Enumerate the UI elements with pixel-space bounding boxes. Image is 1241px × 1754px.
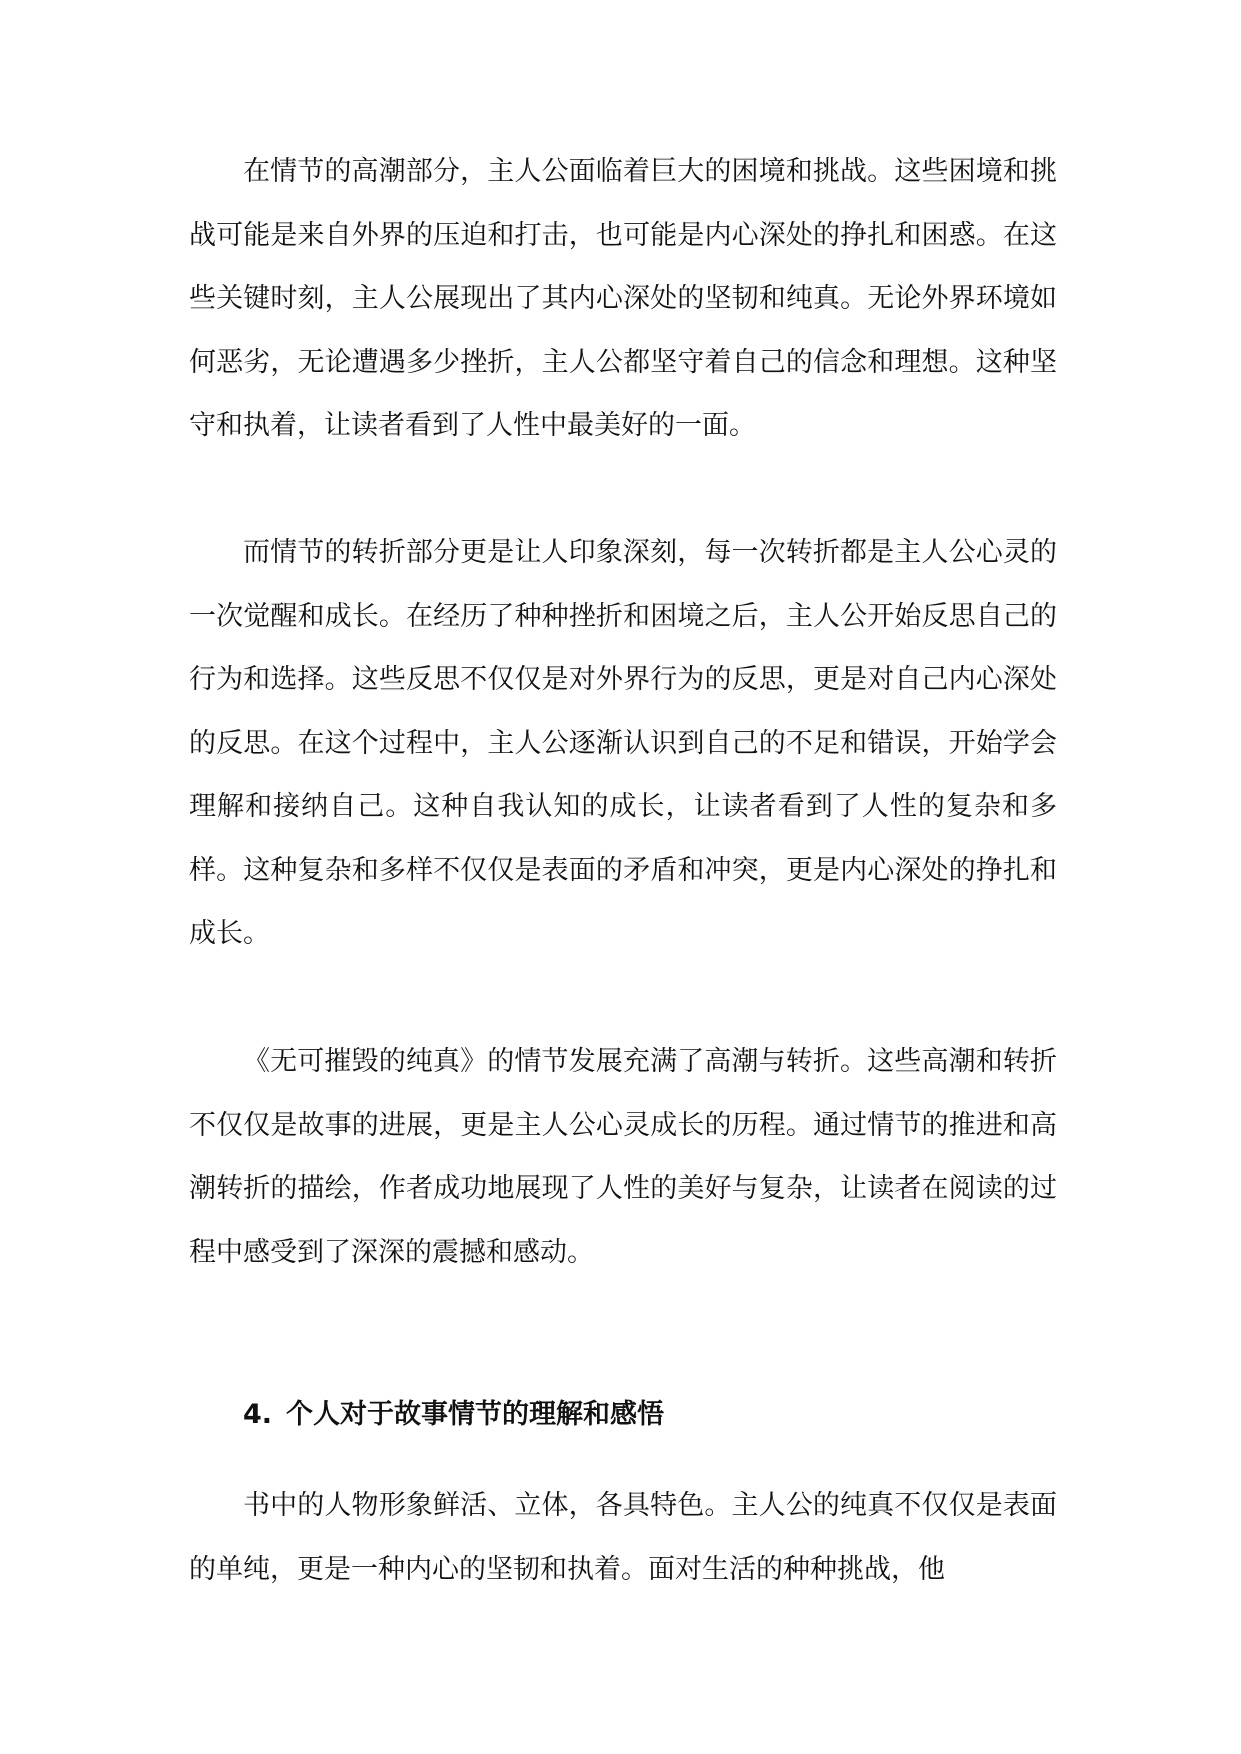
section-title: 个人对于故事情节的理解和感悟 xyxy=(286,1399,665,1430)
paragraph-summary: 《无可摧毁的纯真》的情节发展充满了高潮与转折。这些高潮和转折不仅仅是故事的进展，更是主人公心灵成长的历程。通过情节的推进和高潮转折的描绘，作者成功地展现了人性的美好与复杂，让读者在阅读的过程中感受到了深深的震撼和感动。 xyxy=(189,1046,1057,1268)
paragraph-climax: 在情节的高潮部分，主人公面临着巨大的困境和挑战。这些困境和挑战可能是来自外界的压迫和打击，也可能是内心深处的挣扎和困惑。在这些关键时刻，主人公展现出了其内心深处的坚韧和纯真。无论外界环境如何恶劣，无论遭遇多少挫折，主人公都坚守着自己的信念和理想。这种坚守和执着，让读者看到了人性中最美好的一面。 xyxy=(189,156,1057,441)
section-number: 4. xyxy=(243,1399,273,1430)
paragraph-character-analysis: 书中的人物形象鲜活、立体，各具特色。主人公的纯真不仅仅是表面的单纯，更是一种内心的坚韧和执着。面对生活的种种挑战，他 xyxy=(189,1490,1057,1585)
paragraph-turning-point: 而情节的转折部分更是让人印象深刻，每一次转折都是主人公心灵的一次觉醒和成长。在经历了种种挫折和困境之后，主人公开始反思自己的行为和选择。这些反思不仅仅是对外界行为的反思，更是对自己内心深处的反思。在这个过程中，主人公逐渐认识到自己的不足和错误，开始学会理解和接纳自己。这种自我认知的成长，让读者看到了人性的复杂和多样。这种复杂和多样不仅仅是表面的矛盾和冲突，更是内心深处的挣扎和成长。 xyxy=(189,537,1057,949)
section-heading xyxy=(243,1383,1057,1447)
